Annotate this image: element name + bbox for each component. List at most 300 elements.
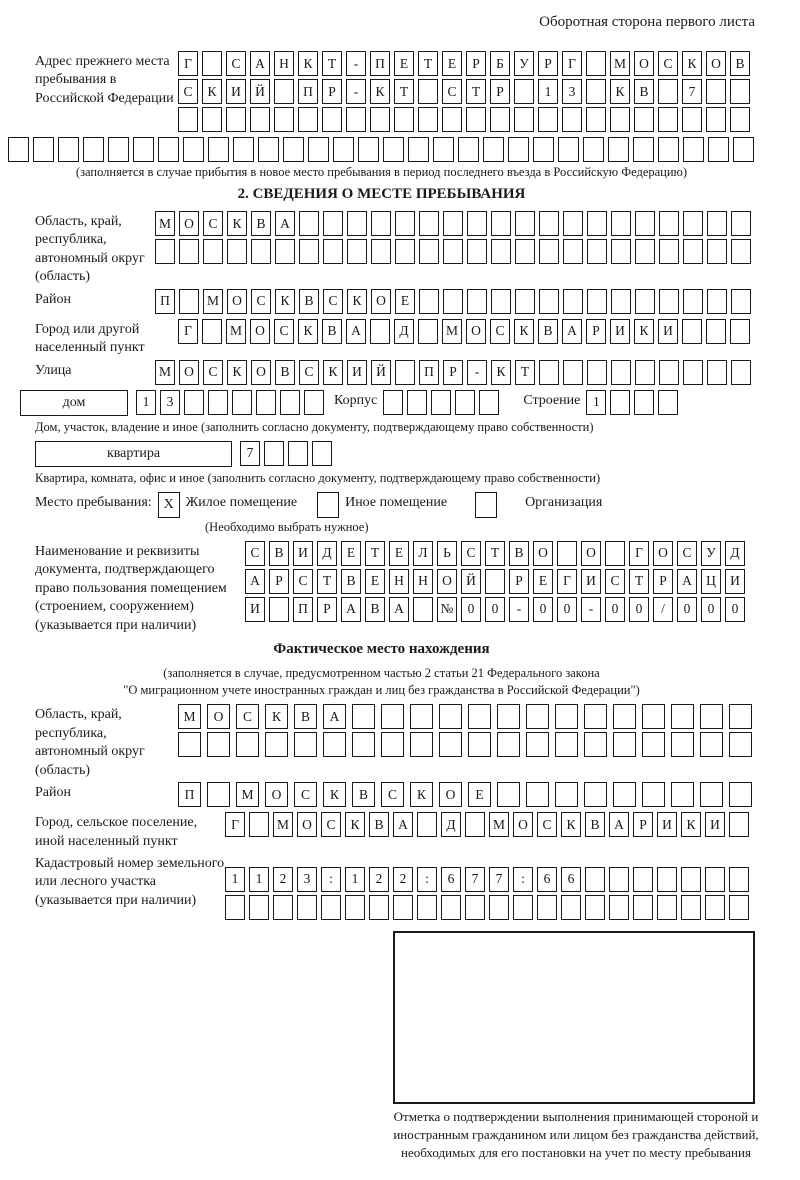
- form-cell[interactable]: К: [345, 812, 365, 837]
- form-cell[interactable]: [683, 360, 703, 385]
- form-cell[interactable]: 7: [465, 867, 485, 892]
- form-cell[interactable]: К: [610, 79, 630, 104]
- form-cell[interactable]: Т: [418, 51, 438, 76]
- form-cell[interactable]: 3: [160, 390, 180, 415]
- form-cell[interactable]: [729, 867, 749, 892]
- form-cell[interactable]: [731, 239, 751, 264]
- form-cell[interactable]: [347, 239, 367, 264]
- form-cell[interactable]: [298, 107, 318, 132]
- form-cell[interactable]: М: [442, 319, 462, 344]
- form-cell[interactable]: 1: [225, 867, 245, 892]
- form-cell[interactable]: Й: [371, 360, 391, 385]
- form-cell[interactable]: [465, 812, 485, 837]
- form-cell[interactable]: С: [381, 782, 404, 807]
- form-cell[interactable]: [705, 867, 725, 892]
- form-cell[interactable]: [707, 239, 727, 264]
- form-cell[interactable]: [258, 137, 279, 162]
- form-cell[interactable]: [611, 289, 631, 314]
- form-cell[interactable]: [369, 895, 389, 920]
- form-cell[interactable]: С: [677, 541, 697, 566]
- form-cell[interactable]: [468, 732, 491, 757]
- form-cell[interactable]: [383, 137, 404, 162]
- form-cell[interactable]: 2: [393, 867, 413, 892]
- form-cell[interactable]: [352, 704, 375, 729]
- form-cell[interactable]: [439, 732, 462, 757]
- form-cell[interactable]: В: [585, 812, 605, 837]
- form-cell[interactable]: [468, 704, 491, 729]
- form-cell[interactable]: [515, 211, 535, 236]
- form-cell[interactable]: С: [178, 79, 198, 104]
- form-cell[interactable]: [681, 867, 701, 892]
- form-cell[interactable]: Г: [629, 541, 649, 566]
- form-cell[interactable]: [288, 441, 308, 466]
- form-cell[interactable]: Т: [317, 569, 337, 594]
- form-cell[interactable]: С: [236, 704, 259, 729]
- form-cell[interactable]: [731, 360, 751, 385]
- form-cell[interactable]: [383, 390, 403, 415]
- form-cell[interactable]: [514, 107, 534, 132]
- form-cell[interactable]: [395, 211, 415, 236]
- form-cell[interactable]: П: [178, 782, 201, 807]
- form-cell[interactable]: [322, 107, 342, 132]
- form-cell[interactable]: [225, 895, 245, 920]
- form-cell[interactable]: 1: [249, 867, 269, 892]
- form-cell[interactable]: Н: [413, 569, 433, 594]
- form-cell[interactable]: [393, 895, 413, 920]
- form-cell[interactable]: [658, 79, 678, 104]
- form-cell[interactable]: Г: [178, 51, 198, 76]
- form-cell[interactable]: [584, 704, 607, 729]
- other-premises-checkbox[interactable]: [317, 492, 339, 518]
- form-cell[interactable]: [657, 895, 677, 920]
- form-cell[interactable]: [586, 107, 606, 132]
- form-cell[interactable]: [443, 211, 463, 236]
- form-cell[interactable]: Т: [466, 79, 486, 104]
- form-cell[interactable]: М: [610, 51, 630, 76]
- form-cell[interactable]: А: [609, 812, 629, 837]
- form-cell[interactable]: [633, 895, 653, 920]
- form-cell[interactable]: [283, 137, 304, 162]
- form-cell[interactable]: О: [371, 289, 391, 314]
- form-cell[interactable]: [587, 289, 607, 314]
- form-cell[interactable]: О: [513, 812, 533, 837]
- form-cell[interactable]: [155, 239, 175, 264]
- form-cell[interactable]: [659, 211, 679, 236]
- form-cell[interactable]: [483, 137, 504, 162]
- form-cell[interactable]: [232, 390, 252, 415]
- form-cell[interactable]: [410, 732, 433, 757]
- form-cell[interactable]: В: [538, 319, 558, 344]
- form-cell[interactable]: О: [250, 319, 270, 344]
- form-cell[interactable]: [371, 211, 391, 236]
- form-cell[interactable]: :: [321, 867, 341, 892]
- form-cell[interactable]: [683, 239, 703, 264]
- form-cell[interactable]: Р: [443, 360, 463, 385]
- form-cell[interactable]: М: [178, 704, 201, 729]
- form-cell[interactable]: [321, 895, 341, 920]
- form-cell[interactable]: 7: [240, 441, 260, 466]
- form-cell[interactable]: 2: [273, 867, 293, 892]
- form-cell[interactable]: [497, 782, 520, 807]
- form-cell[interactable]: [705, 895, 725, 920]
- form-cell[interactable]: [207, 782, 230, 807]
- form-cell[interactable]: М: [203, 289, 223, 314]
- form-cell[interactable]: [635, 211, 655, 236]
- form-cell[interactable]: [584, 732, 607, 757]
- form-cell[interactable]: [408, 137, 429, 162]
- form-cell[interactable]: 6: [537, 867, 557, 892]
- form-cell[interactable]: О: [251, 360, 271, 385]
- form-cell[interactable]: В: [509, 541, 529, 566]
- form-cell[interactable]: [563, 360, 583, 385]
- form-cell[interactable]: [586, 79, 606, 104]
- form-cell[interactable]: [497, 732, 520, 757]
- form-cell[interactable]: [395, 360, 415, 385]
- form-cell[interactable]: У: [701, 541, 721, 566]
- form-cell[interactable]: [730, 79, 750, 104]
- form-cell[interactable]: [413, 597, 433, 622]
- form-cell[interactable]: Д: [441, 812, 461, 837]
- form-cell[interactable]: [455, 390, 475, 415]
- form-cell[interactable]: [563, 239, 583, 264]
- form-cell[interactable]: [611, 360, 631, 385]
- form-cell[interactable]: [515, 289, 535, 314]
- form-cell[interactable]: [608, 137, 629, 162]
- form-cell[interactable]: [269, 597, 289, 622]
- form-cell[interactable]: 3: [297, 867, 317, 892]
- form-cell[interactable]: О: [653, 541, 673, 566]
- form-cell[interactable]: [249, 895, 269, 920]
- form-cell[interactable]: [274, 79, 294, 104]
- form-cell[interactable]: -: [346, 51, 366, 76]
- form-cell[interactable]: [613, 782, 636, 807]
- form-cell[interactable]: К: [347, 289, 367, 314]
- form-cell[interactable]: [202, 107, 222, 132]
- form-cell[interactable]: А: [562, 319, 582, 344]
- form-cell[interactable]: В: [634, 79, 654, 104]
- form-cell[interactable]: [33, 137, 54, 162]
- form-cell[interactable]: [226, 107, 246, 132]
- form-cell[interactable]: [611, 211, 631, 236]
- form-cell[interactable]: [513, 895, 533, 920]
- form-cell[interactable]: Д: [725, 541, 745, 566]
- form-cell[interactable]: [642, 782, 665, 807]
- form-cell[interactable]: [236, 732, 259, 757]
- form-cell[interactable]: М: [273, 812, 293, 837]
- form-cell[interactable]: К: [514, 319, 534, 344]
- form-cell[interactable]: 1: [345, 867, 365, 892]
- form-cell[interactable]: О: [706, 51, 726, 76]
- form-cell[interactable]: Г: [557, 569, 577, 594]
- form-cell[interactable]: [526, 732, 549, 757]
- form-cell[interactable]: В: [251, 211, 271, 236]
- form-cell[interactable]: [539, 360, 559, 385]
- form-cell[interactable]: [610, 390, 630, 415]
- form-cell[interactable]: [586, 51, 606, 76]
- form-cell[interactable]: [273, 895, 293, 920]
- form-cell[interactable]: [233, 137, 254, 162]
- form-cell[interactable]: [345, 895, 365, 920]
- form-cell[interactable]: [659, 239, 679, 264]
- form-cell[interactable]: 0: [677, 597, 697, 622]
- form-cell[interactable]: [227, 239, 247, 264]
- form-cell[interactable]: [609, 867, 629, 892]
- form-cell[interactable]: К: [682, 51, 702, 76]
- form-cell[interactable]: Е: [394, 51, 414, 76]
- form-cell[interactable]: [418, 319, 438, 344]
- form-cell[interactable]: А: [346, 319, 366, 344]
- form-cell[interactable]: [658, 137, 679, 162]
- form-cell[interactable]: Б: [490, 51, 510, 76]
- form-cell[interactable]: [700, 782, 723, 807]
- form-cell[interactable]: [683, 137, 704, 162]
- form-cell[interactable]: -: [467, 360, 487, 385]
- form-cell[interactable]: С: [490, 319, 510, 344]
- form-cell[interactable]: [533, 137, 554, 162]
- form-cell[interactable]: [671, 704, 694, 729]
- form-cell[interactable]: [265, 732, 288, 757]
- form-cell[interactable]: И: [581, 569, 601, 594]
- form-cell[interactable]: С: [294, 782, 317, 807]
- form-cell[interactable]: [634, 107, 654, 132]
- form-cell[interactable]: Ц: [701, 569, 721, 594]
- form-cell[interactable]: [514, 79, 534, 104]
- form-cell[interactable]: [8, 137, 29, 162]
- form-cell[interactable]: Е: [442, 51, 462, 76]
- form-cell[interactable]: [443, 239, 463, 264]
- form-cell[interactable]: П: [298, 79, 318, 104]
- form-cell[interactable]: С: [226, 51, 246, 76]
- organization-checkbox[interactable]: [475, 492, 497, 518]
- form-cell[interactable]: Н: [274, 51, 294, 76]
- form-cell[interactable]: М: [236, 782, 259, 807]
- form-cell[interactable]: О: [179, 360, 199, 385]
- form-cell[interactable]: -: [581, 597, 601, 622]
- form-cell[interactable]: [370, 107, 390, 132]
- form-cell[interactable]: [294, 732, 317, 757]
- form-cell[interactable]: [731, 211, 751, 236]
- form-cell[interactable]: [395, 239, 415, 264]
- form-cell[interactable]: О: [207, 704, 230, 729]
- form-cell[interactable]: 0: [557, 597, 577, 622]
- form-cell[interactable]: [555, 732, 578, 757]
- form-cell[interactable]: [585, 867, 605, 892]
- form-cell[interactable]: [539, 239, 559, 264]
- form-cell[interactable]: Т: [515, 360, 535, 385]
- form-cell[interactable]: [605, 541, 625, 566]
- form-cell[interactable]: [497, 704, 520, 729]
- form-cell[interactable]: [633, 867, 653, 892]
- form-cell[interactable]: 0: [629, 597, 649, 622]
- form-cell[interactable]: В: [730, 51, 750, 76]
- form-cell[interactable]: В: [365, 597, 385, 622]
- form-cell[interactable]: Е: [365, 569, 385, 594]
- form-cell[interactable]: И: [293, 541, 313, 566]
- form-cell[interactable]: Г: [178, 319, 198, 344]
- form-cell[interactable]: [433, 137, 454, 162]
- form-cell[interactable]: О: [533, 541, 553, 566]
- form-cell[interactable]: [419, 211, 439, 236]
- form-cell[interactable]: А: [245, 569, 265, 594]
- form-cell[interactable]: [485, 569, 505, 594]
- form-cell[interactable]: И: [705, 812, 725, 837]
- form-cell[interactable]: М: [155, 360, 175, 385]
- form-cell[interactable]: [323, 732, 346, 757]
- form-cell[interactable]: [563, 289, 583, 314]
- form-cell[interactable]: [587, 239, 607, 264]
- form-cell[interactable]: Р: [509, 569, 529, 594]
- form-cell[interactable]: [280, 390, 300, 415]
- form-cell[interactable]: А: [389, 597, 409, 622]
- form-cell[interactable]: [370, 319, 390, 344]
- form-cell[interactable]: [583, 137, 604, 162]
- form-cell[interactable]: [555, 782, 578, 807]
- form-cell[interactable]: [635, 289, 655, 314]
- form-cell[interactable]: С: [323, 289, 343, 314]
- form-cell[interactable]: И: [725, 569, 745, 594]
- form-cell[interactable]: Н: [389, 569, 409, 594]
- form-cell[interactable]: Л: [413, 541, 433, 566]
- form-cell[interactable]: Р: [317, 597, 337, 622]
- form-cell[interactable]: [729, 704, 752, 729]
- form-cell[interactable]: Д: [317, 541, 337, 566]
- form-cell[interactable]: В: [322, 319, 342, 344]
- form-cell[interactable]: [609, 895, 629, 920]
- form-cell[interactable]: [308, 137, 329, 162]
- form-cell[interactable]: [539, 289, 559, 314]
- form-cell[interactable]: [658, 107, 678, 132]
- form-cell[interactable]: К: [561, 812, 581, 837]
- form-cell[interactable]: [731, 289, 751, 314]
- form-cell[interactable]: К: [227, 211, 247, 236]
- form-cell[interactable]: №: [437, 597, 457, 622]
- form-cell[interactable]: 1: [136, 390, 156, 415]
- form-cell[interactable]: Ь: [437, 541, 457, 566]
- form-cell[interactable]: Й: [250, 79, 270, 104]
- form-cell[interactable]: [707, 289, 727, 314]
- residential-checkbox[interactable]: X: [158, 492, 180, 518]
- form-cell[interactable]: [202, 319, 222, 344]
- form-cell[interactable]: Р: [653, 569, 673, 594]
- form-cell[interactable]: А: [250, 51, 270, 76]
- form-cell[interactable]: /: [653, 597, 673, 622]
- form-cell[interactable]: [465, 895, 485, 920]
- form-cell[interactable]: [659, 289, 679, 314]
- form-cell[interactable]: 0: [725, 597, 745, 622]
- form-cell[interactable]: [381, 704, 404, 729]
- form-cell[interactable]: 6: [441, 867, 461, 892]
- form-cell[interactable]: У: [514, 51, 534, 76]
- form-cell[interactable]: 3: [562, 79, 582, 104]
- form-cell[interactable]: [207, 732, 230, 757]
- form-cell[interactable]: [613, 732, 636, 757]
- form-cell[interactable]: [299, 239, 319, 264]
- form-cell[interactable]: [681, 895, 701, 920]
- form-cell[interactable]: [537, 895, 557, 920]
- form-cell[interactable]: [491, 239, 511, 264]
- form-cell[interactable]: [671, 782, 694, 807]
- form-cell[interactable]: И: [245, 597, 265, 622]
- form-cell[interactable]: Р: [466, 51, 486, 76]
- form-cell[interactable]: Е: [389, 541, 409, 566]
- form-cell[interactable]: 0: [701, 597, 721, 622]
- form-cell[interactable]: Т: [365, 541, 385, 566]
- form-cell[interactable]: [489, 895, 509, 920]
- form-cell[interactable]: [83, 137, 104, 162]
- form-cell[interactable]: К: [491, 360, 511, 385]
- form-cell[interactable]: [508, 137, 529, 162]
- form-cell[interactable]: Г: [562, 51, 582, 76]
- form-cell[interactable]: [323, 239, 343, 264]
- form-cell[interactable]: О: [437, 569, 457, 594]
- form-cell[interactable]: И: [658, 319, 678, 344]
- form-cell[interactable]: [479, 390, 499, 415]
- form-cell[interactable]: [682, 319, 702, 344]
- form-cell[interactable]: [671, 732, 694, 757]
- form-cell[interactable]: [558, 137, 579, 162]
- form-cell[interactable]: [587, 360, 607, 385]
- form-cell[interactable]: [585, 895, 605, 920]
- form-cell[interactable]: К: [410, 782, 433, 807]
- form-cell[interactable]: [352, 732, 375, 757]
- form-cell[interactable]: [587, 211, 607, 236]
- form-cell[interactable]: О: [581, 541, 601, 566]
- form-cell[interactable]: С: [461, 541, 481, 566]
- form-cell[interactable]: И: [347, 360, 367, 385]
- form-cell[interactable]: В: [275, 360, 295, 385]
- form-cell[interactable]: Р: [269, 569, 289, 594]
- form-cell[interactable]: О: [466, 319, 486, 344]
- form-cell[interactable]: [490, 107, 510, 132]
- form-cell[interactable]: Р: [322, 79, 342, 104]
- form-cell[interactable]: [458, 137, 479, 162]
- form-cell[interactable]: [491, 211, 511, 236]
- form-cell[interactable]: С: [203, 211, 223, 236]
- form-cell[interactable]: [466, 107, 486, 132]
- form-cell[interactable]: [443, 289, 463, 314]
- form-cell[interactable]: [657, 867, 677, 892]
- form-cell[interactable]: [58, 137, 79, 162]
- form-cell[interactable]: [683, 289, 703, 314]
- form-cell[interactable]: К: [202, 79, 222, 104]
- form-cell[interactable]: [467, 289, 487, 314]
- form-cell[interactable]: Т: [394, 79, 414, 104]
- form-cell[interactable]: [418, 79, 438, 104]
- form-cell[interactable]: [249, 812, 269, 837]
- form-cell[interactable]: [562, 107, 582, 132]
- form-cell[interactable]: [729, 732, 752, 757]
- form-cell[interactable]: [526, 704, 549, 729]
- form-cell[interactable]: Е: [341, 541, 361, 566]
- form-cell[interactable]: П: [419, 360, 439, 385]
- form-cell[interactable]: Р: [490, 79, 510, 104]
- form-cell[interactable]: [371, 239, 391, 264]
- form-cell[interactable]: [264, 441, 284, 466]
- form-cell[interactable]: [467, 211, 487, 236]
- form-cell[interactable]: [407, 390, 427, 415]
- form-cell[interactable]: О: [297, 812, 317, 837]
- form-cell[interactable]: [659, 360, 679, 385]
- form-cell[interactable]: [613, 704, 636, 729]
- form-cell[interactable]: К: [298, 51, 318, 76]
- form-cell[interactable]: К: [323, 360, 343, 385]
- form-cell[interactable]: В: [341, 569, 361, 594]
- form-cell[interactable]: -: [346, 79, 366, 104]
- form-cell[interactable]: К: [265, 704, 288, 729]
- form-cell[interactable]: [358, 137, 379, 162]
- form-cell[interactable]: С: [321, 812, 341, 837]
- form-cell[interactable]: [108, 137, 129, 162]
